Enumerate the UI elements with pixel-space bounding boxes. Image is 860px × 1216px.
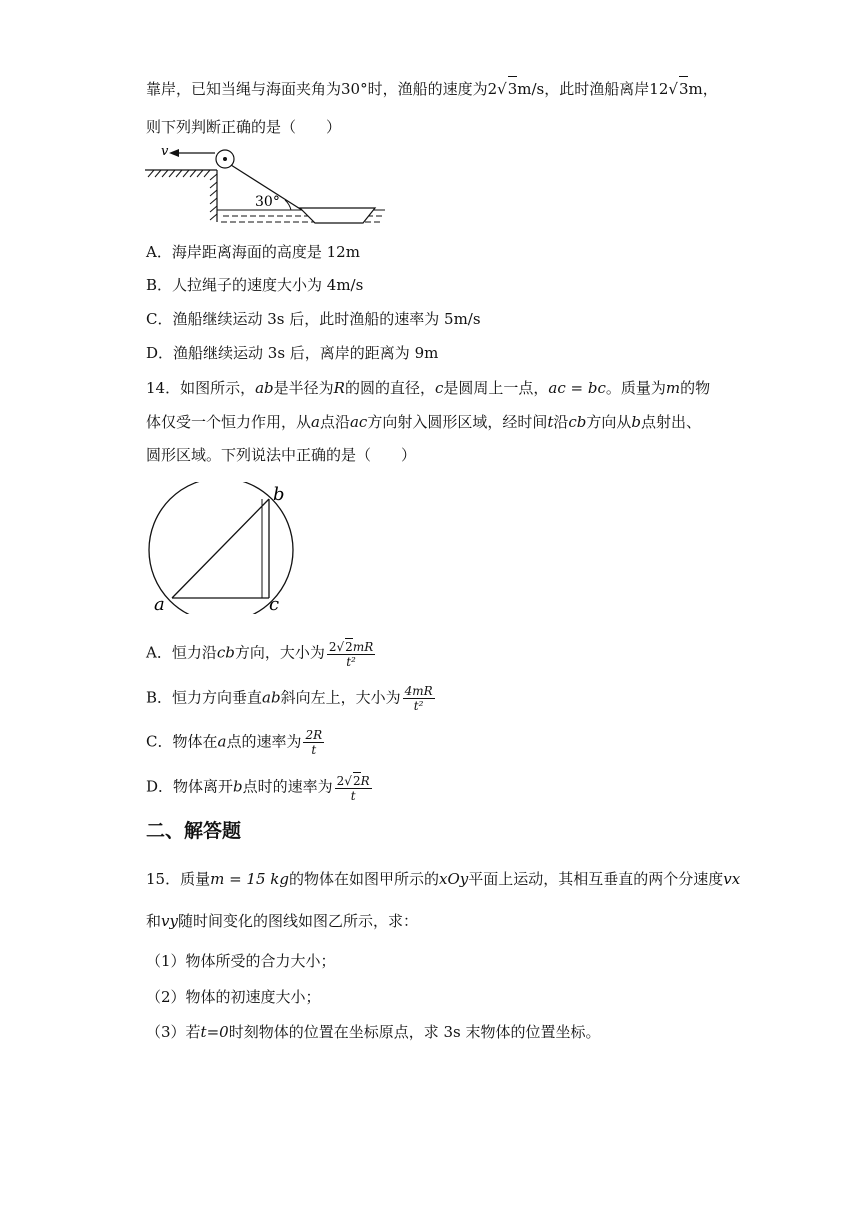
- point-c-label: c: [269, 594, 280, 614]
- q13-line-1: 靠岸，已知当绳与海面夹角为30°时，渔船的速度为2√3m/s，此时渔船离岸12√3m，: [146, 76, 718, 100]
- fraction: $\frac{2R}{t}$: [305, 728, 323, 757]
- shore-hatch: [148, 170, 210, 177]
- q14-line-1: 14．如图所示，ab是半径为R的圆的直径，c是圆周上一点，ac = bc。质量为m的物: [146, 379, 711, 397]
- q14-option-c: C．物体在a点的速率为 $\frac{2R}{t}$: [146, 728, 323, 757]
- q15-sub-3: （3）若t=0时刻物体的位置在坐标原点，求 3s 末物体的位置坐标。: [146, 1023, 601, 1041]
- pulley-axle: [223, 157, 227, 161]
- q15-sub-2: （2）物体的初速度大小；: [146, 988, 321, 1006]
- q14-option-a: A．恒力沿cb方向，大小为 $\frac{2√2mR}{\text{t²}}$: [146, 640, 374, 669]
- q13-option-b: B．人拉绳子的速度大小为 4m/s: [146, 276, 364, 294]
- q13-option-d: D．渔船继续运动 3s 后，离岸的距离为 9m: [146, 344, 439, 362]
- fraction: $\frac{4mR}{\text{t²}}$: [404, 684, 433, 713]
- q15-line-2: 和vy随时间变化的图线如图乙所示，求：: [146, 912, 418, 930]
- point-b-label: b: [273, 484, 285, 505]
- diameter-ab: [172, 499, 269, 598]
- q14-line-2: 体仅受一个恒力作用，从a点沿ac方向射入圆形区域，经时间t沿cb方向从b点射出、: [146, 413, 702, 431]
- point-a-label: a: [154, 594, 165, 614]
- q14-line-3: 圆形区域。下列说法中正确的是（ ）: [146, 446, 417, 464]
- q13-option-a: A．海岸距离海面的高度是 12m: [146, 243, 360, 261]
- angle-label: 30°: [255, 194, 280, 210]
- boat: [300, 208, 375, 223]
- wall-hatch: [210, 174, 217, 220]
- q14-option-d: D．物体离开b点时的速率为 $\frac{2√2R}{t}$: [146, 774, 370, 803]
- q14-circle-figure: [145, 482, 300, 614]
- fraction: $\frac{2√2R}{t}$: [336, 774, 370, 803]
- fraction: $\frac{2√2mR}{\text{t²}}$: [328, 640, 374, 669]
- q13-option-c: C．渔船继续运动 3s 后，此时渔船的速率为 5m/s: [146, 310, 481, 328]
- section-heading: 二、解答题: [146, 820, 242, 842]
- q15-line-1: 15．质量m = 15 kg的物体在如图甲所示的xOy平面上运动，其相互垂直的两个分速度vx: [146, 870, 741, 888]
- q14-option-b: B．恒力方向垂直ab斜向左上，大小为 $\frac{4mR}{\text{t²}}$: [146, 684, 433, 713]
- q13-boat-figure: [145, 140, 390, 235]
- q15-sub-1: （1）物体所受的合力大小；: [146, 952, 336, 970]
- angle-value: 30°: [341, 80, 368, 98]
- velocity-label: v: [161, 144, 169, 159]
- q13-line-2: 则下列判断正确的是（ ）: [146, 118, 342, 136]
- arrow-head: [169, 149, 179, 157]
